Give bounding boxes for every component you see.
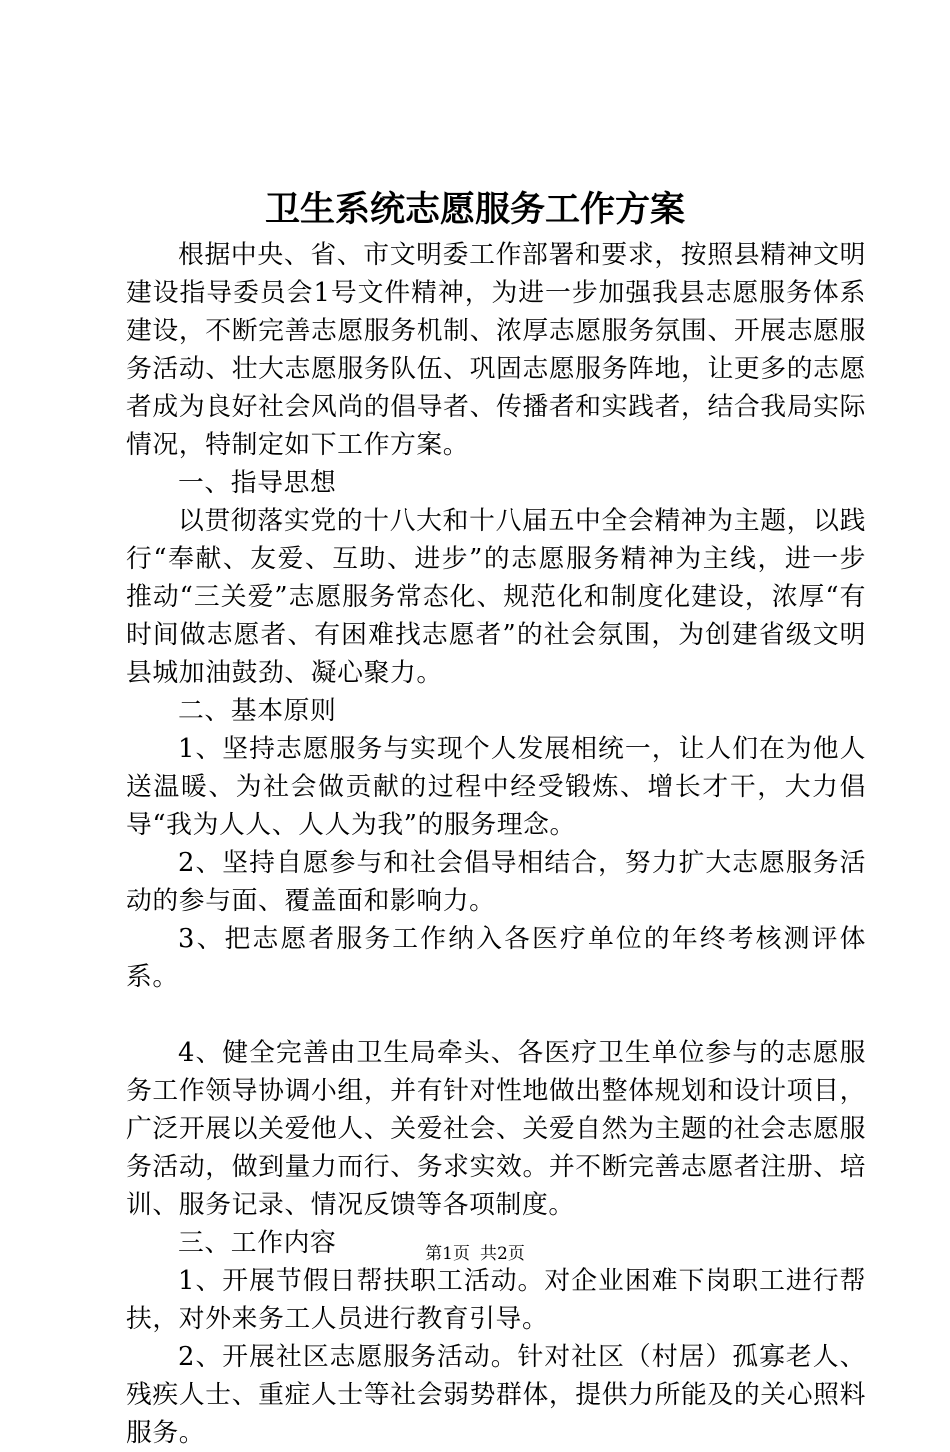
body-paragraph: 根据中央、省、市文明委工作部署和要求，按照县精神文明建设指导委员会1号文件精神，为进一步加强我县志愿服务体系建设，不断完善志愿服务机制、浓厚志愿服务氛围、开展志愿服务活动、壮大志愿服务队伍、巩固志愿服务阵地，让更多的志愿者成为良好社会风尚的倡导者、传播者和实践者，结合我局实际情况，特制定如下工作方案。 [126, 240, 866, 460]
section-heading: 一、指导思想 [178, 468, 337, 498]
section-heading: 二、基本原则 [178, 696, 337, 726]
body-paragraph: 2、开展社区志愿服务活动。针对社区（村居）孤寡老人、残疾人士、重症人士等社会弱势群体，提供力所能及的关心照料服务。 [126, 1342, 866, 1448]
page-number: 第1页 [425, 1244, 470, 1264]
body-paragraph: 2、坚持自愿参与和社会倡导相结合，努力扩大志愿服务活动的参与面、覆盖面和影响力。 [126, 848, 866, 916]
body-paragraph: 1、开展节假日帮扶职工活动。对企业困难下岗职工进行帮扶，对外来务工人员进行教育引导。 [126, 1266, 866, 1334]
page-footer [0, 1242, 950, 1266]
page-total: 共2页 [480, 1244, 525, 1264]
body-paragraph: 1、坚持志愿服务与实现个人发展相统一，让人们在为他人送温暖、为社会做贡献的过程中经受锻炼、增长才干，大力倡导“我为人人、人人为我”的服务理念。 [126, 734, 866, 840]
body-paragraph: 4、健全完善由卫生局牵头、各医疗卫生单位参与的志愿服务工作领导协调小组，并有针对性地做出整体规划和设计项目，广泛开展以关爱他人、关爱社会、关爱自然为主题的社会志愿服务活动，做到量力而行、务求实效。并不断完善志愿者注册、培训、服务记录、情况反馈等各项制度。 [126, 1038, 866, 1220]
section-heading: 三、工作内容 [178, 1228, 337, 1258]
body-paragraph: 3、把志愿者服务工作纳入各医疗单位的年终考核测评体系。 [126, 924, 866, 992]
document-title: 卫生系统志愿服务工作方案 [264, 189, 685, 230]
body-paragraph: 以贯彻落实党的十八大和十八届五中全会精神为主题，以践行“奉献、友爱、互助、进步”的志愿服务精神为主线，进一步推动“三关爱”志愿服务常态化、规范化和制度化建设，浓厚“有时间做志愿者、有困难找志愿者”的社会氛围，为创建省级文明县城加油鼓劲、凝心聚力。 [126, 506, 866, 688]
document-body [126, 236, 866, 1452]
